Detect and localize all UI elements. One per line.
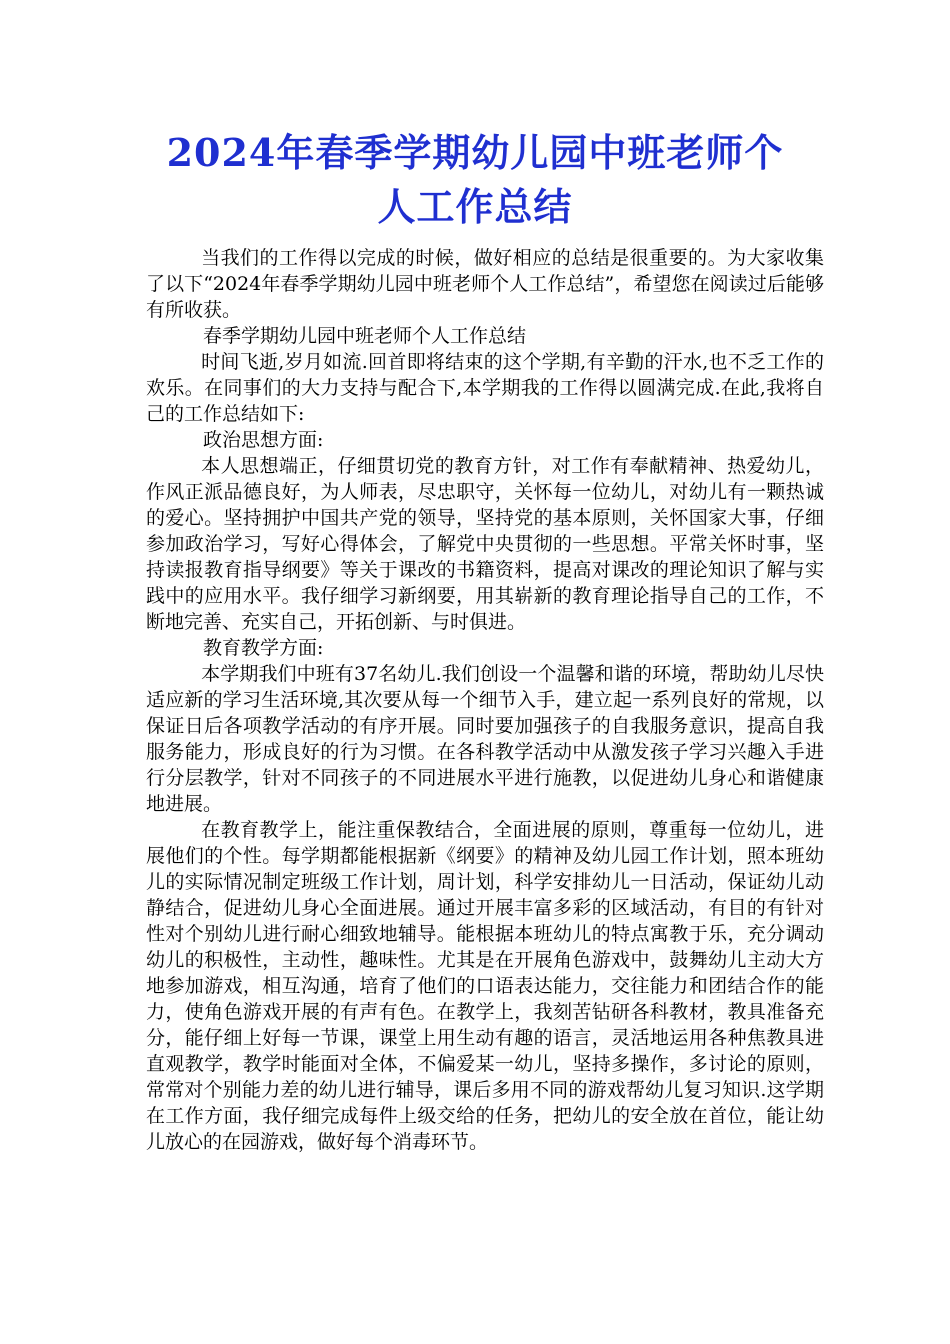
document-body — [146, 245, 824, 1155]
teaching-paragraph-2: 在教育教学上，能注重保教结合，全面进展的原则，尊重每一位幼儿，进展他们的个性。每学期都能根据新《纲要》的精神及幼儿园工作计划，照本班幼儿的实际情况制定班级工作计划，周计划，科学安排幼儿一日活动，保证幼儿动静结合，促进幼儿身心全面进展。通过开展丰富多彩的区域活动，有目的有针对性对个别幼儿进行耐心细致地辅导。能根据本班幼儿的特点寓教于乐，充分调动幼儿的积极性，主动性，趣味性。尤其是在开展角色游戏中，鼓舞幼儿主动大方地参加游戏，相互沟通，培育了他们的口语表达能力，交往能力和团结合作的能力，使角色游戏开展的有声有色。在教学上，我刻苦钻研各科教材，教具准备充分，能仔细上好每一节课，课堂上用生动有趣的语言，灵活地运用各种焦教具进直观教学，教学时能面对全体，不偏爱某一幼儿，坚持多操作，多讨论的原则，常常对个别能力差的幼儿进行辅导，课后多用不同的游戏帮幼儿复习知识.这学期在工作方面，我仔细完成每件上级交给的任务，把幼儿的安全放在首位，能让幼儿放心的在园游戏，做好每个消毒环节。 — [146, 819, 824, 1153]
opening-paragraph: 时间飞逝,岁月如流.回首即将结束的这个学期,有辛勤的汗水,也不乏工作的欢乐。在同事们的大力支持与配合下,本学期我的工作得以圆满完成.在此,我将自己的工作总结如下: — [146, 351, 824, 425]
teaching-paragraph-1: 本学期我们中班有37名幼儿.我们创设一个温馨和谐的环境，帮助幼儿尽快适应新的学习生活环境,其次要从每一个细节入手，建立起一系列良好的常规，以保证日后各项教学活动的有序开展。同时要加强孩子的自我服务意识，提高自我服务能力，形成良好的行为习惯。在各科教学活动中从激发孩子学习兴趣入手进行分层教学，针对不同孩子的不同进展水平进行施教，以促进幼儿身心和谐健康地进展。 — [146, 663, 824, 815]
political-heading: 政治思想方面: — [203, 429, 324, 451]
political-paragraph: 本人思想端正，仔细贯切党的教育方针，对工作有奉献精神、热爱幼儿，作风正派品德良好，为人师表，尽忠职守，关怀每一位幼儿，对幼儿有一颗热诚的爱心。坚持拥护中国共产党的领导，坚持党的基本原则，关怀国家大事，仔细参加政治学习，写好心得体会，了解党中央贯彻的一些思想。平常关怀时事，坚持读报教育指导纲要》等关于课改的书籍资料，提高对课改的理论知识了解与实践中的应用水平。我仔细学习新纲要，用其崭新的教育理论指导自己的工作，不断地完善、充实自己，开拓创新、与时俱进。 — [146, 455, 824, 633]
section-subtitle: 春季学期幼儿园中班老师个人工作总结 — [203, 325, 527, 347]
title-line-2: 人工作总结 — [377, 184, 573, 229]
document-title — [130, 126, 820, 234]
teaching-heading: 教育教学方面: — [203, 637, 324, 659]
intro-paragraph: 当我们的工作得以完成的时候，做好相应的总结是很重要的。为大家收集了以下“2024年春季学期幼儿园中班老师个人工作总结”，希望您在阅读过后能够有所收获。 — [146, 247, 824, 321]
title-line-1: 2024年春季学期幼儿园中班老师个 — [166, 130, 784, 175]
